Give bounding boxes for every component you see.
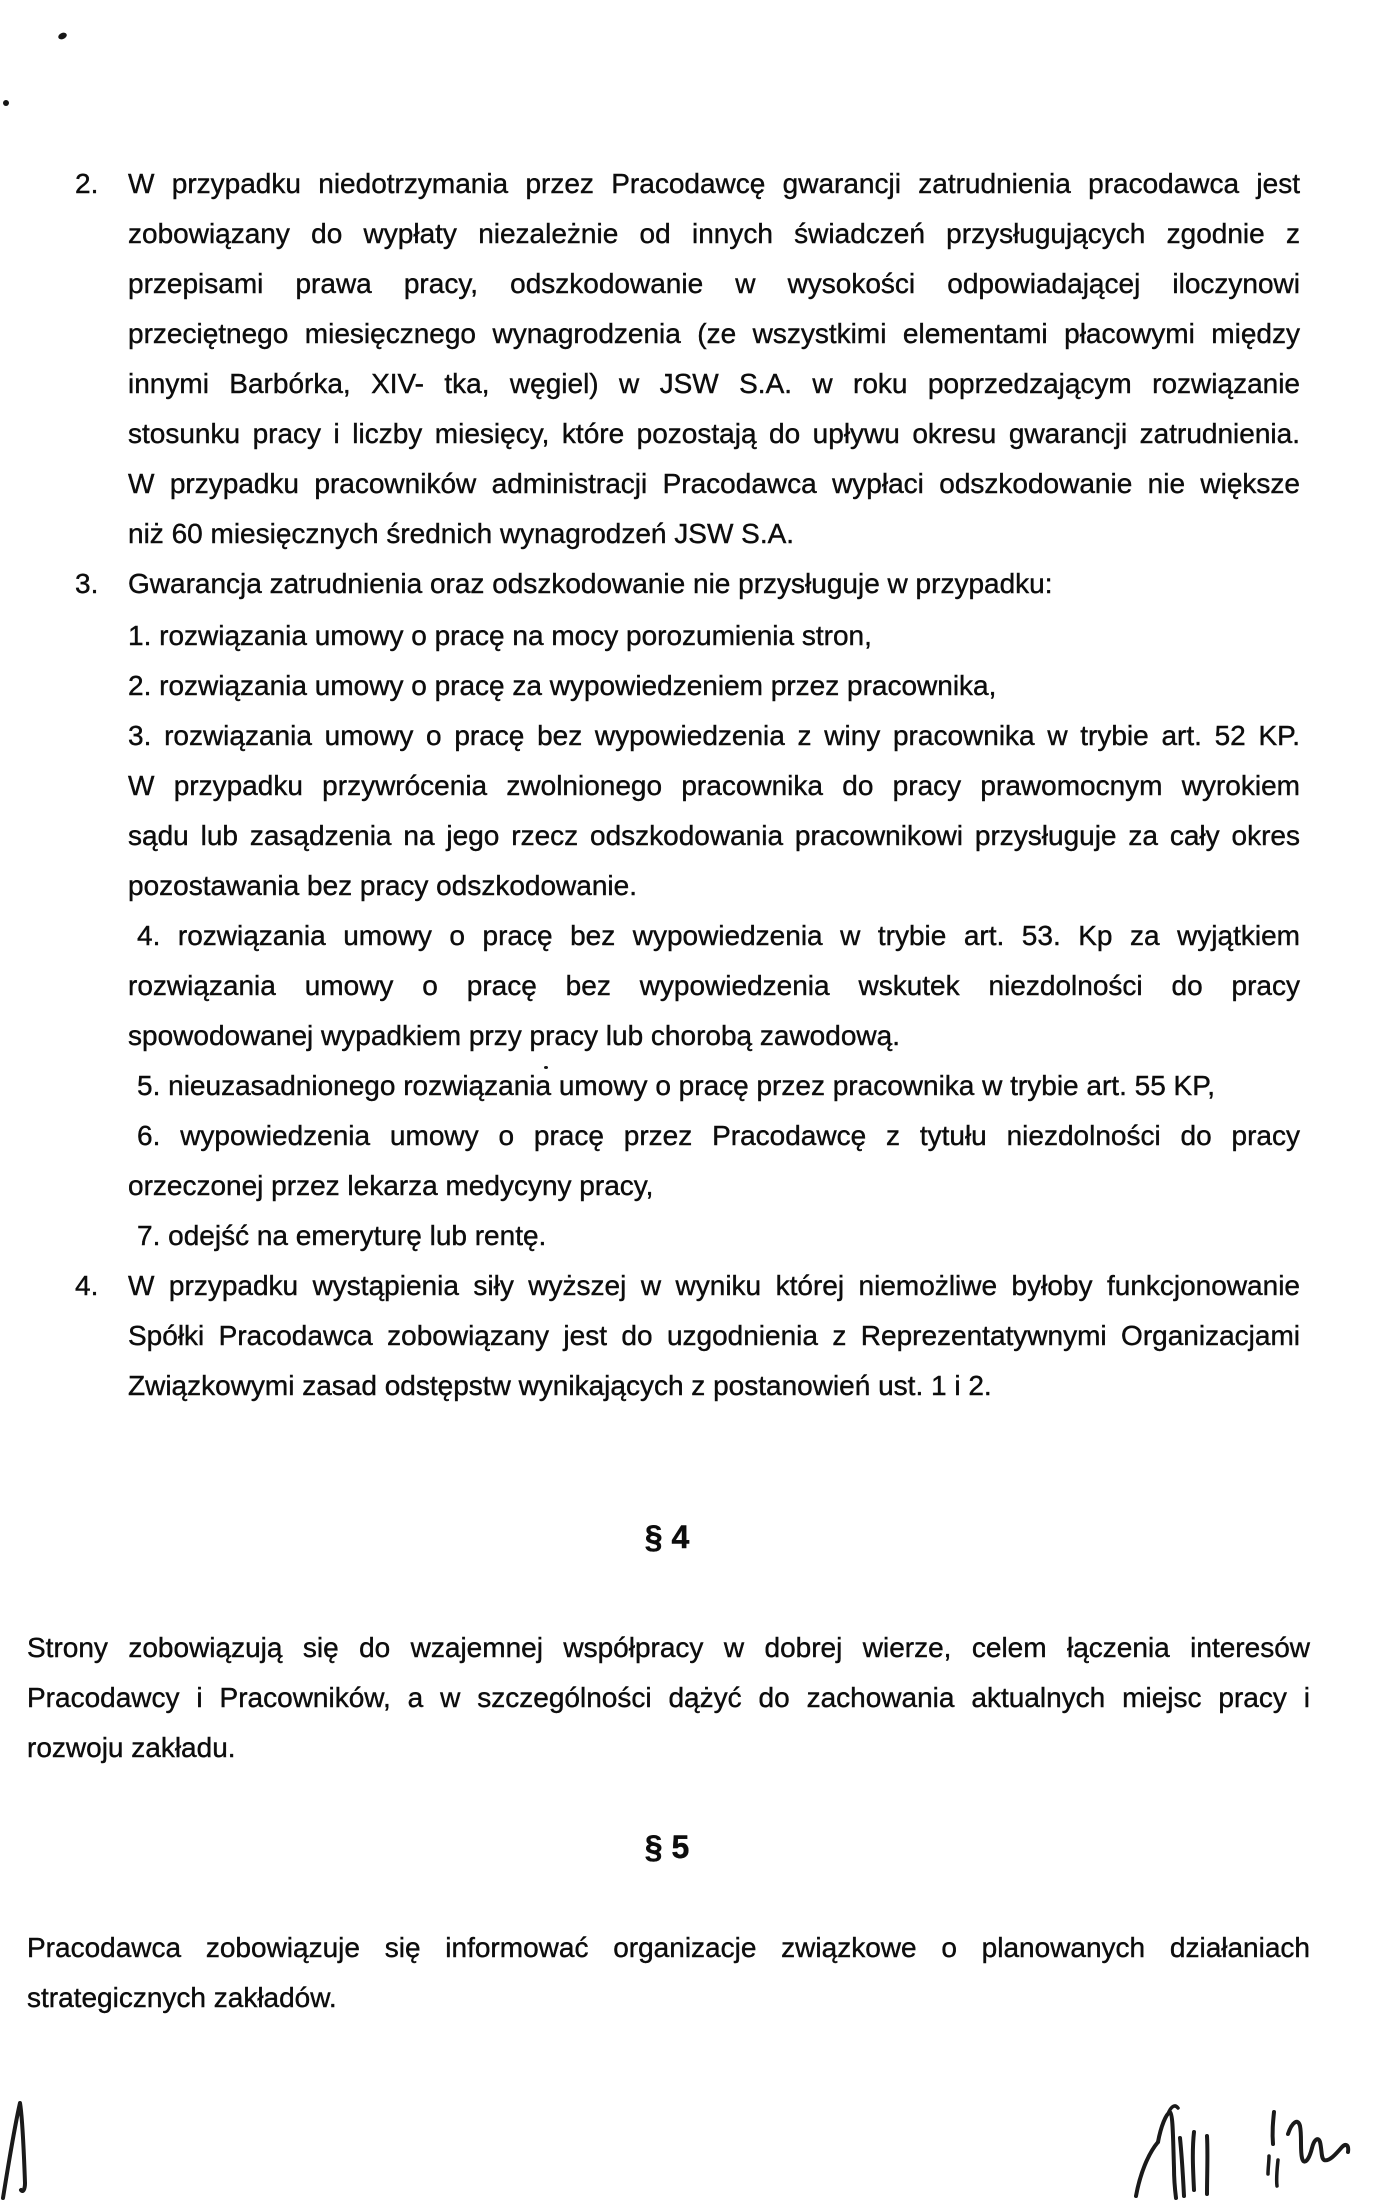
- text-line: rozwoju zakładu.: [27, 1732, 236, 1763]
- text-line: 5. nieuzasadnionego rozwiązania umowy o pracę przez pracownika w trybie art. 55 KP,: [137, 1070, 1216, 1101]
- text-line: W przypadku pracowników administracji Pracodawca wypłaci odszkodowanie nie większe: [128, 468, 1300, 499]
- section-5-heading: § 5: [644, 1829, 690, 1865]
- clause-3-subitem-6: [128, 1111, 1300, 1211]
- text-line: 1. rozwiązania umowy o pracę na mocy porozumienia stron,: [128, 620, 872, 651]
- text-line: sądu lub zasądzenia na jego rzecz odszkodowania pracownikowi przysługuje za cały okres: [128, 820, 1300, 851]
- text-line: zobowiązany do wypłaty niezależnie od innych świadczeń przysługujących zgodnie z: [128, 218, 1300, 249]
- text-line: 4. rozwiązania umowy o pracę bez wypowiedzenia w trybie art. 53. Kp za wyjątkiem: [137, 920, 1300, 951]
- text-line: W przypadku wystąpienia siły wyższej w wyniku której niemożliwe byłoby funkcjonowanie: [128, 1270, 1300, 1301]
- text-line: 6. wypowiedzenia umowy o pracę przez Pracodawcę z tytułu niezdolności do pracy: [137, 1120, 1300, 1151]
- section-5-paragraph: [27, 1923, 1310, 2023]
- text-line: 7. odejść na emeryturę lub rentę.: [137, 1220, 547, 1251]
- clause-2-number: 2.: [75, 168, 99, 199]
- signature-marks-right: [1128, 2098, 1223, 2200]
- text-line: innymi Barbórka, XIV- tka, węgiel) w JSW S.A. w roku poprzedzającym rozwiązanie: [128, 368, 1300, 399]
- text-line: 3. rozwiązania umowy o pracę bez wypowiedzenia z winy pracownika w trybie art. 52 KP.: [128, 720, 1300, 751]
- section-4-heading: § 4: [644, 1519, 690, 1555]
- text-line: Spółki Pracodawca zobowiązany jest do uzgodnienia z Reprezentatywnymi Organizacjami: [128, 1320, 1300, 1351]
- text-line: stosunku pracy i liczby miesięcy, które pozostają do upływu okresu gwarancji zatrudnienia.: [128, 418, 1300, 449]
- text-line: przepisami prawa pracy, odszkodowanie w wysokości odpowiadającej iloczynowi: [128, 268, 1300, 299]
- text-line: W przypadku przywrócenia zwolnionego pracownika do pracy prawomocnym wyrokiem: [128, 770, 1300, 801]
- text-line: W przypadku niedotrzymania przez Pracodawcę gwarancji zatrudnienia pracodawca jest: [128, 168, 1300, 199]
- clause-3-subitem-3: [128, 711, 1300, 911]
- text-line: orzeczonej przez lekarza medycyny pracy,: [128, 1170, 654, 1201]
- signature-squiggle-right: [1252, 2100, 1362, 2190]
- signature-stroke-left: [0, 2095, 45, 2200]
- clause-3-number: 3.: [75, 568, 99, 599]
- section-4-paragraph: [27, 1623, 1310, 1773]
- text-line: Pracodawcy i Pracowników, a w szczególności dążyć do zachowania aktualnych miejsc pracy i: [27, 1682, 1310, 1713]
- text-line: strategicznych zakładów.: [27, 1982, 337, 2013]
- clause-3-intro: [128, 559, 1300, 609]
- clause-4-text: [128, 1261, 1300, 1411]
- scan-speck: [3, 100, 9, 106]
- clause-4-number: 4.: [75, 1270, 99, 1301]
- text-line: Strony zobowiązują się do wzajemnej współpracy w dobrej wierze, celem łączenia interesów: [27, 1632, 1310, 1663]
- text-line: przeciętnego miesięcznego wynagrodzenia (ze wszystkimi elementami płacowymi między: [128, 318, 1300, 349]
- text-line: Pracodawca zobowiązuje się informować organizacje związkowe o planowanych działaniach: [27, 1932, 1310, 1963]
- clause-3-subitem-4: [128, 911, 1300, 1061]
- clause-3-subitem-5: [128, 1061, 1300, 1111]
- clause-3-subitem-2: [128, 661, 1300, 711]
- text-line: Gwarancja zatrudnienia oraz odszkodowanie nie przysługuje w przypadku:: [128, 568, 1053, 599]
- text-line: niż 60 miesięcznych średnich wynagrodzeń JSW S.A.: [128, 518, 795, 549]
- text-line: pozostawania bez pracy odszkodowanie.: [128, 870, 637, 901]
- text-line: spowodowanej wypadkiem przy pracy lub chorobą zawodową.: [128, 1020, 900, 1051]
- text-line: 2. rozwiązania umowy o pracę za wypowiedzeniem przez pracownika,: [128, 670, 997, 701]
- clause-2-text: [128, 159, 1300, 559]
- text-line: rozwiązania umowy o pracę bez wypowiedzenia wskutek niezdolności do pracy: [128, 970, 1300, 1001]
- clause-3-subitem-1: [128, 611, 1300, 661]
- scan-speck: [57, 31, 68, 40]
- text-line: Związkowymi zasad odstępstw wynikających z postanowień ust. 1 i 2.: [128, 1370, 992, 1401]
- clause-3-subitem-7: [128, 1211, 1300, 1261]
